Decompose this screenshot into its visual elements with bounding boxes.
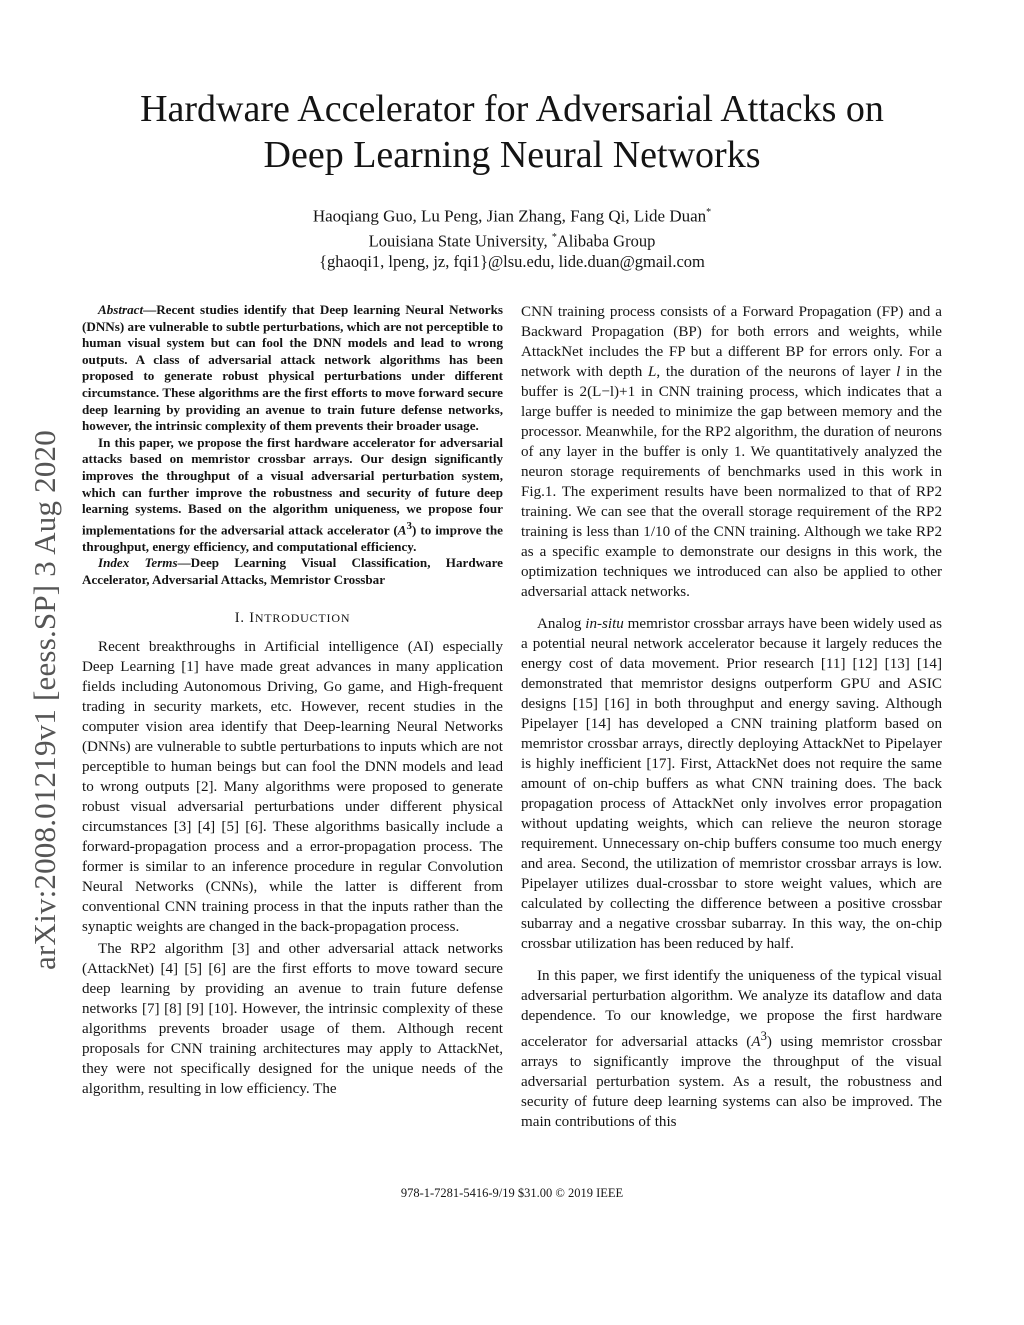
section-numeral: I. <box>234 610 250 627</box>
duration-formula: 2(L−l)+1 <box>579 384 636 400</box>
abstract-text-2b: ) to improve the throughput, energy efficiency, and computational efficiency. <box>82 522 503 554</box>
intro-paragraph-1: Recent breakthroughs in Artificial intelligence (AI) especially Deep Learning [1] have made great advances in many application fields including Autonomous Driving, Go game, and High-frequent trading in security markets, etc. However, recent studies in the computer vision area identify that Deep-learning Neural Networks (DNNs) are vulnerable to subtle perturbations to inputs which are not perceptible to human beings but can fool the DNN models and lead to wrong outputs [2]. Many algorithms were proposed to generate robust visual adversarial perturbations under different physical circumstances [3] [4] [5] [6]. These algorithms basically include a forward-propagation process and a error-propagation process. The former is similar to an inference procedure in regular Convolution Neural Networks (CNNs), while the latter is different from conventional CNN training process in that the inputs rather than the synaptic weights are changed in the back-propagation process. <box>82 639 503 936</box>
affiliations <box>60 227 964 252</box>
intro-paragraph-3 <box>521 302 942 602</box>
paper-title <box>60 86 964 178</box>
section-title-rest: NTRODUCTION <box>254 611 351 626</box>
abstract-paragraph-1 <box>82 302 503 435</box>
p3-text-a: CNN training process consists of a Forward Propagation (FP) and a Backward Propagation (BP) for both errors and weights, while AttackNet includes the FP but a different BP for errors only. For a network with depth <box>521 304 942 380</box>
intro-paragraph-2: The RP2 algorithm [3] and other adversarial attack networks (AttackNet) [4] [5] [6] are the first efforts to move toward secure deep learning by providing an avenue to train future defense networks [7] [8] [9] [10]. However, the intrinsic complexity of these algorithms prevents broader usage of them. Although recent proposals for CNN training architectures may apply to AttackNet, they were not specifically designed for the unique needs of the algorithm, resulting in low efficiency. The <box>82 941 503 1098</box>
section-heading-introduction <box>82 610 503 627</box>
title-line-2: Deep Learning Neural Networks <box>263 134 761 176</box>
p5-text-a: In this paper, we first identify the uniqueness of the typical visual adversarial perturbation algorithm. We analyze its dataflow and data dependence. To our knowledge, we propose the first hardware accelerator for adversarial attacks ( <box>521 968 942 1051</box>
index-terms-label: Index Terms <box>98 555 178 571</box>
intro-left-text <box>82 637 503 1099</box>
symbol-L: L <box>647 364 657 380</box>
title-line-1: Hardware Accelerator for Adversarial Attacks on <box>140 88 884 130</box>
arxiv-identifier: arXiv:2008.01219v1 [eess.SP] 3 Aug 2020 <box>27 430 62 970</box>
p3-text-d: in CNN training process, which indicates that a large buffer is needed to minimize the gap between memory and the processor. Meanwhile, for the RP2 algorithm, the duration of neurons of any layer in the buffer is only 1. We quantitatively analyzed the neuron storage requirements of benchmarks used in this work in Fig.1. The experiment results have been normalized to that of RP2 training. We can see that the overall storage requirement of the RP2 training is less than 1/10 of the CNN training. Although we take RP2 as a specific example to demonstrate our designs in this work, the optimization techniques we introduced can also be applied to other adversarial attack networks. <box>521 384 942 600</box>
affiliation-lsu: Louisiana State University, <box>368 231 552 251</box>
p3-text-b: , the duration of the neurons of layer <box>656 364 897 380</box>
accelerator-superscript: 3 <box>406 519 412 532</box>
index-terms <box>82 555 503 588</box>
in-situ-term: in-situ <box>585 616 624 632</box>
accelerator-superscript-2: 3 <box>760 1029 767 1043</box>
right-column <box>521 302 942 1132</box>
author-emails: {ghaoqi1, lpeng, jz, fqi1}@lsu.edu, lide.duan@gmail.com <box>319 252 705 272</box>
accelerator-symbol-2: A <box>751 1034 761 1051</box>
author-block <box>60 202 964 272</box>
abstract-paragraph-2 <box>82 435 503 556</box>
abstract <box>82 302 503 588</box>
intro-paragraph-5 <box>521 966 942 1132</box>
abstract-text-1: —Recent studies identify that Deep learning Neural Networks (DNNs) are vulnerable to subtle perturbations, which are not perceptible to human visual system but can fool the DNN models and lead to wrong outputs. A class of adversarial attack network algorithms has been proposed to generate robust physical perturbations under different circumstance. These algorithms are the first efforts to move forward secure deep learning by providing an avenue to train future defense networks, however, the intrinsic complexity of them prevents their broader usage. <box>82 302 503 434</box>
p3-text-c: in the buffer is <box>521 364 942 400</box>
abstract-label: Abstract <box>98 302 144 317</box>
p4-text-a: Analog <box>537 616 586 632</box>
section-initial: I <box>249 610 255 627</box>
accelerator-symbol: A <box>397 522 407 538</box>
p4-text-b: memristor crossbar arrays have been widely used as a potential neural network accelerator because it largely reduces the energy cost of data movement. Prior research [11] [12] [13] [14] demonstrated that memristor designs outperform GPU and ASIC designs [15] [16] in both throughput and energy saving. Although Pipelayer [14] has developed a CNN training platform based on memristor crossbar arrays, directly deploying AttackNet to Pipelayer is highly inefficient [17]. First, AttackNet does not require the same amount of on-chip buffers as what CNN training does. The back propagation process of AttackNet only involves error propagation without updating weights, which can relieve the neuron storage requirement. Unnecessary on-chip buffers consume too much energy and area. Second, the utilization of memristor crossbar arrays is low. Pipelayer utilizes dual-crossbar to store weight values, which are calculated by collecting the difference between a positive crossbar subarray and a negative crossbar subarray. In this way, the on-chip crossbar utilization has been reduced by half. <box>521 616 942 952</box>
author-names-text: Haoqiang Guo, Lu Peng, Jian Zhang, Fang Qi, Lide Duan <box>312 206 707 226</box>
intro-paragraph-4 <box>521 614 942 954</box>
author-names <box>60 202 964 227</box>
left-column <box>82 302 503 1099</box>
author-mark: * <box>706 207 712 218</box>
p5-text-b: ) using memristor crossbar arrays to significantly improve the throughput of the visual adversarial perturbation system. As a result, the robustness and security of future deep learning systems can also be improved. The main contributions of this <box>521 1034 943 1131</box>
symbol-l: l <box>896 364 901 380</box>
affiliation-alibaba: Alibaba Group <box>556 231 656 251</box>
index-terms-text: —Deep Learning Visual Classification, Hardware Accelerator, Adversarial Attacks, Memristor Crossbar <box>82 555 503 587</box>
copyright-footer: 978-1-7281-5416-9/19 $31.00 © 2019 IEEE <box>400 1186 624 1200</box>
affiliation-mark: * <box>551 231 557 243</box>
intro-right-text <box>521 302 942 1132</box>
abstract-text-2a: In this paper, we propose the first hardware accelerator for adversarial attacks based on memristor crossbar arrays. Our design significantly improves the throughput of a visual adversarial perturbation system, which can further improve the robustness and security of future deep learning systems. Based on the algorithm uniqueness, we propose four implementations for the adversarial attack accelerator ( <box>82 434 503 538</box>
